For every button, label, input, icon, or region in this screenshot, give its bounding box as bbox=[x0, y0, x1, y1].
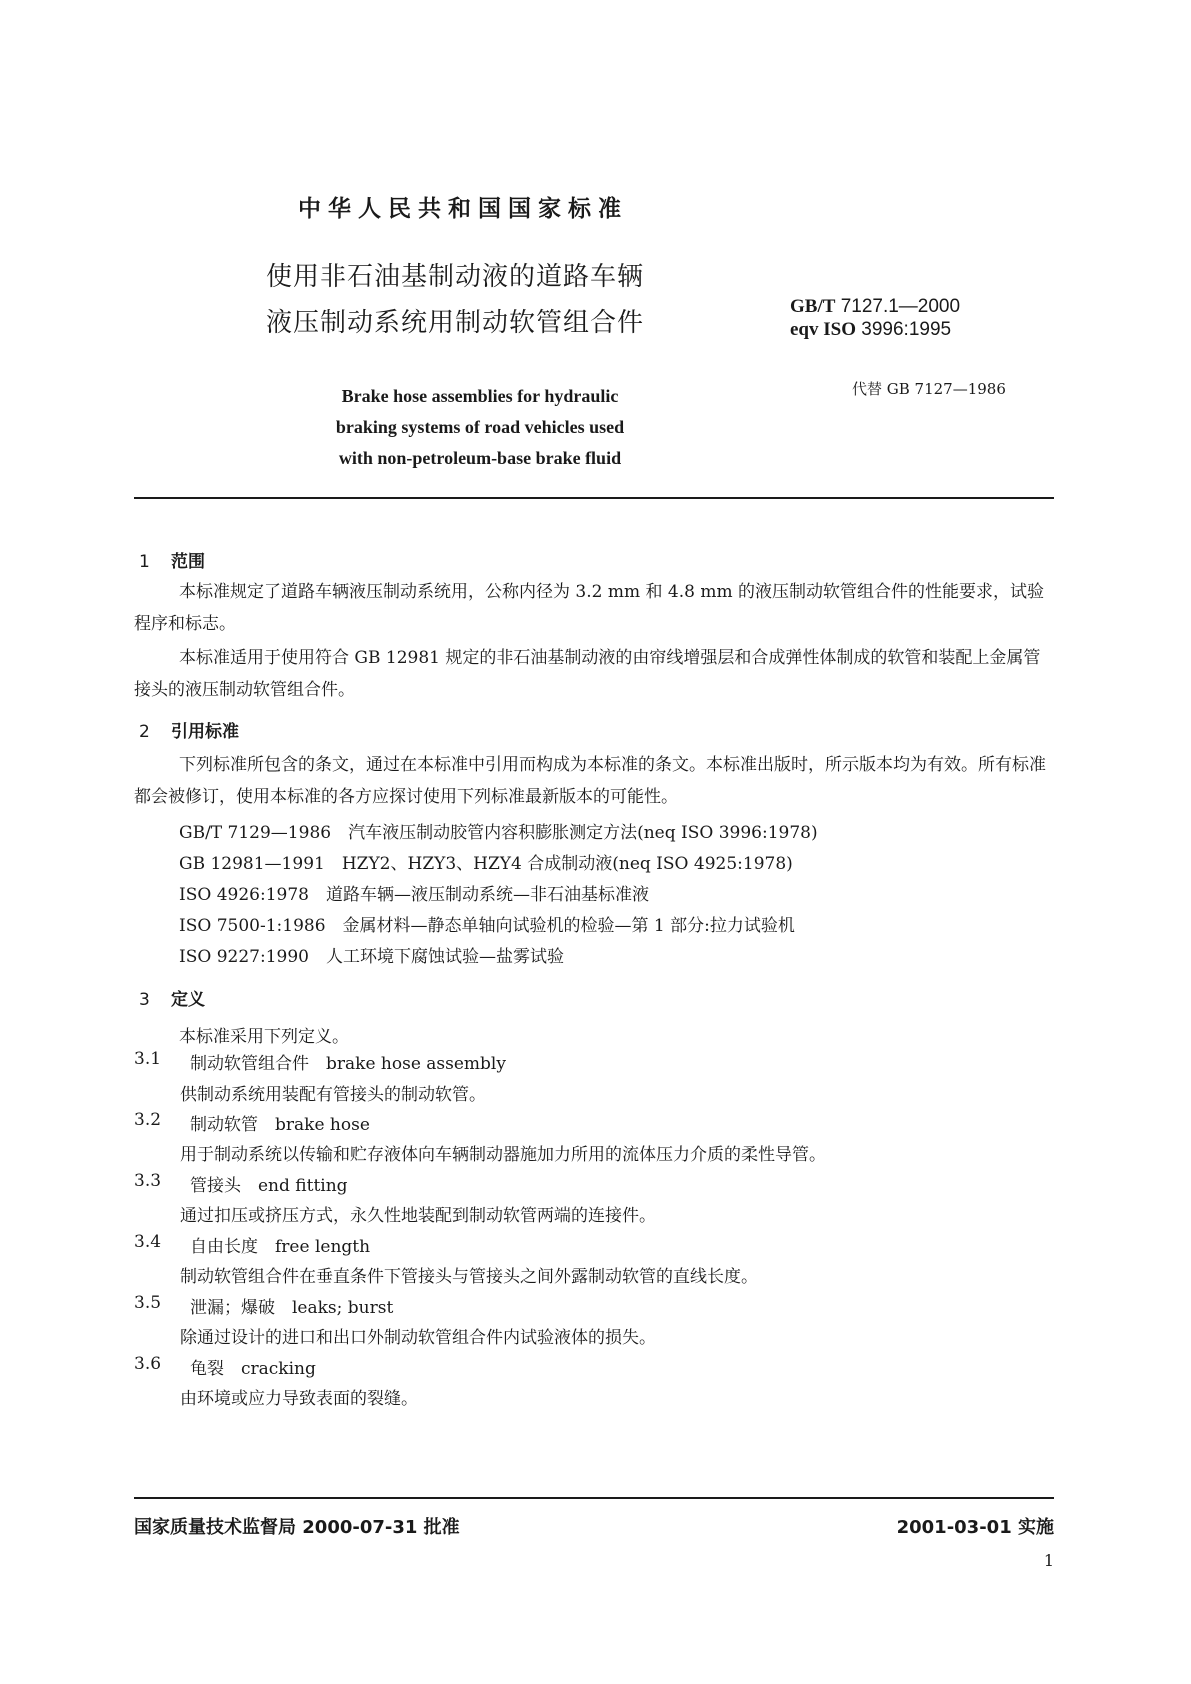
standard-number bbox=[790, 296, 960, 318]
definition-term: 管接头 end fitting bbox=[190, 1176, 348, 1196]
section-3-intro: 本标准采用下列定义。 bbox=[179, 1027, 349, 1047]
eqv-number: 3996:1995 bbox=[861, 319, 952, 340]
replaces-standard: 代替 GB 7127—1986 bbox=[852, 380, 1006, 398]
english-title bbox=[300, 381, 660, 474]
definition-description: 用于制动系统以传输和贮存液体向车辆制动器施加力所用的流体压力介质的柔性导管。 bbox=[180, 1145, 826, 1165]
eqv-prefix: eqv ISO bbox=[790, 319, 856, 340]
section-title: 范围 bbox=[171, 552, 205, 572]
equivalent-standard bbox=[790, 319, 951, 341]
section-title: 定义 bbox=[171, 990, 205, 1010]
definition-term: 制动软管 brake hose bbox=[190, 1115, 370, 1135]
section-number: 1 bbox=[139, 552, 150, 572]
definition-number: 3.5 bbox=[134, 1293, 162, 1313]
definition-term: 龟裂 cracking bbox=[190, 1359, 316, 1379]
definition-description: 由环境或应力导致表面的裂缝。 bbox=[180, 1389, 418, 1409]
cn-title-line1: 使用非石油基制动液的道路车辆 bbox=[266, 262, 645, 292]
cn-title-line2: 液压制动系统用制动软管组合件 bbox=[266, 308, 645, 338]
footer-divider bbox=[134, 1497, 1054, 1499]
section-1-heading bbox=[139, 547, 205, 572]
standard-prefix: GB/T bbox=[790, 296, 836, 317]
section-number: 2 bbox=[139, 722, 150, 742]
section-2-heading bbox=[139, 717, 239, 742]
header-divider bbox=[134, 497, 1054, 499]
approval-date: 国家质量技术监督局 2000-07-31 批准 bbox=[134, 1517, 460, 1538]
definition-term: 自由长度 free length bbox=[190, 1237, 371, 1257]
definition-number: 3.6 bbox=[134, 1354, 162, 1374]
definition-number: 3.2 bbox=[134, 1110, 162, 1130]
section-number: 3 bbox=[139, 990, 150, 1010]
national-standard-title: 中华人民共和国国家标准 bbox=[298, 196, 628, 222]
reference-item: ISO 9227:1990 人工环境下腐蚀试验—盐雾试验 bbox=[179, 947, 564, 967]
section-title: 引用标准 bbox=[171, 722, 239, 742]
reference-item: ISO 4926:1978 道路车辆—液压制动系统—非石油基标准液 bbox=[179, 885, 649, 905]
section-2-paragraph-1: 下列标准所包含的条文，通过在本标准中引用而构成为本标准的条文。本标准出版时，所示版本均为有效。所有标准都会被修订，使用本标准的各方应探讨使用下列标准最新版本的可能性。 bbox=[134, 755, 1046, 807]
definition-description: 制动软管组合件在垂直条件下管接头与管接头之间外露制动软管的直线长度。 bbox=[180, 1267, 758, 1287]
definition-number: 3.1 bbox=[134, 1049, 162, 1069]
standard-number-value: 7127.1—2000 bbox=[840, 296, 961, 317]
definition-description: 供制动系统用装配有管接头的制动软管。 bbox=[180, 1085, 486, 1105]
reference-item: GB/T 7129—1986 汽车液压制动胶管内容积膨胀测定方法(neq ISO 3996:1978) bbox=[179, 823, 818, 843]
section-1-paragraph-2: 本标准适用于使用符合 GB 12981 规定的非石油基制动液的由帘线增强层和合成弹性体制成的软管和装配上金属管接头的液压制动软管组合件。 bbox=[134, 648, 1041, 700]
page-number: 1 bbox=[1043, 1551, 1054, 1570]
section-1-paragraph-1: 本标准规定了道路车辆液压制动系统用，公称内径为 3.2 mm 和 4.8 mm 的液压制动软管组合件的性能要求，试验程序和标志。 bbox=[134, 582, 1044, 634]
definition-term: 制动软管组合件 brake hose assembly bbox=[190, 1054, 506, 1074]
effective-date: 2001-03-01 实施 bbox=[896, 1517, 1054, 1538]
definition-description: 通过扣压或挤压方式，永久性地装配到制动软管两端的连接件。 bbox=[180, 1206, 656, 1226]
definition-number: 3.3 bbox=[134, 1171, 162, 1191]
en-title-line2: braking systems of road vehicles used bbox=[335, 417, 625, 437]
definition-description: 除通过设计的进口和出口外制动软管组合件内试验液体的损失。 bbox=[180, 1328, 656, 1348]
definition-term: 泄漏；爆破 leaks; burst bbox=[190, 1298, 394, 1318]
en-title-line3: with non-petroleum-base brake fluid bbox=[338, 448, 622, 468]
reference-item: GB 12981—1991 HZY2、HZY3、HZY4 合成制动液(neq ISO 4925:1978) bbox=[179, 854, 793, 874]
definition-number: 3.4 bbox=[134, 1232, 162, 1252]
reference-item: ISO 7500-1:1986 金属材料—静态单轴向试验机的检验—第 1 部分:拉力试验机 bbox=[179, 916, 795, 936]
section-3-heading bbox=[139, 985, 205, 1010]
en-title-line1: Brake hose assemblies for hydraulic bbox=[341, 386, 619, 406]
